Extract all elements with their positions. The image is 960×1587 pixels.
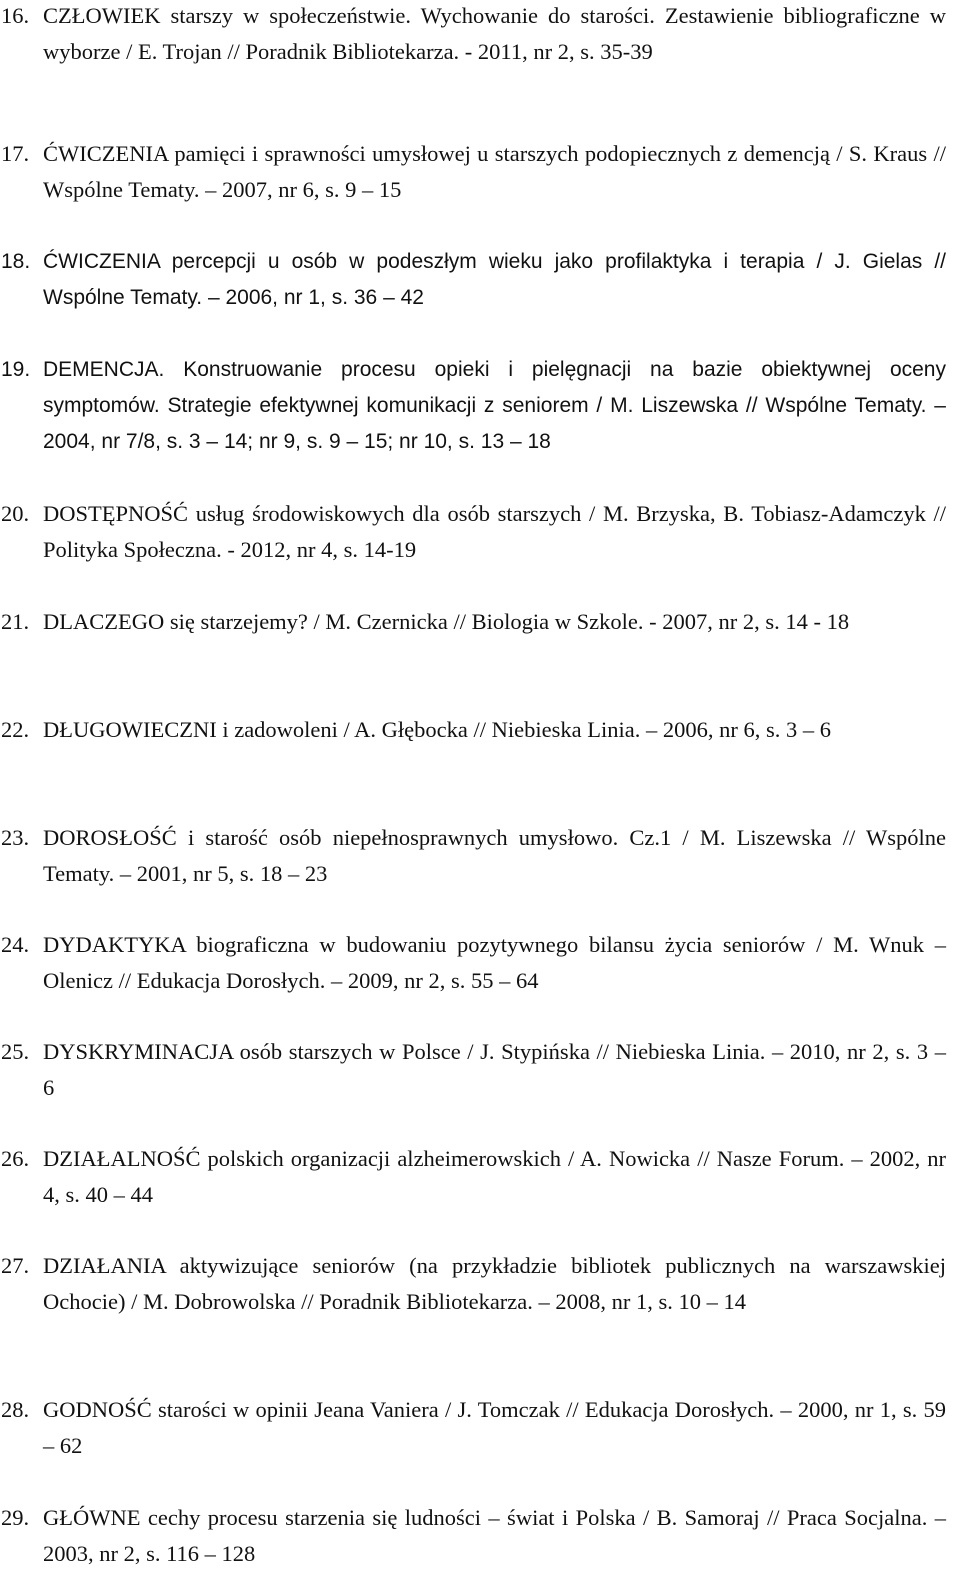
entry-number: 17. [1,141,30,166]
bibliography-entry-28 [0,1392,946,1464]
bibliography-entry-29 [0,1500,946,1572]
entry-number: 23. [1,825,30,850]
entry-number: 26. [1,1146,30,1171]
entry-number: 20. [1,501,30,526]
entry-text: GODNOŚĆ starości w opinii Jeana Vaniera / J. Tomczak // Edukacja Dorosłych. – 2000, nr 1, s. 59 – 62 [43,1397,946,1458]
entry-number: 22. [1,717,30,742]
bibliography-entry-22 [0,712,946,748]
entry-number: 16. [1,3,30,28]
bibliography-entry-20 [0,496,946,568]
entry-text: CZŁOWIEK starszy w społeczeństwie. Wychowanie do starości. Zestawienie bibliograficzne w wyborze / E. Trojan // Poradnik Bibliotekarza. - 2011, nr 2, s. 35-39 [43,3,946,64]
entry-text: DEMENCJA. Konstruowanie procesu opieki i pielęgnacji na bazie obiektywnej oceny symptomów. Strategie efektywnej komunikacji z seniorem / M. Liszewska // Wspólne Tematy. – 2004, nr 7/8, s. 3 – 14; nr 9, s. 9 – 15; nr 10, s. 13 – 18 [43,358,946,453]
bibliography-entry-21 [0,604,946,640]
bibliography-entry-18 [0,244,946,316]
bibliography-entry-16 [0,0,946,70]
bibliography-entry-19 [0,352,946,460]
entry-number: 19. [1,358,31,381]
entry-text: DLACZEGO się starzejemy? / M. Czernicka // Biologia w Szkole. - 2007, nr 2, s. 14 - 18 [43,609,850,634]
entry-number: 29. [1,1505,30,1530]
entry-text: DOROSŁOŚĆ i starość osób niepełnosprawnych umysłowo. Cz.1 / M. Liszewska // Wspólne Tematy. – 2001, nr 5, s. 18 – 23 [43,825,946,886]
entry-text: ĆWICZENIA pamięci i sprawności umysłowej u starszych podopiecznych z demencją / S. Kraus // Wspólne Tematy. – 2007, nr 6, s. 9 – 15 [43,141,946,202]
bibliography-entry-25 [0,1034,946,1106]
entry-number: 27. [1,1253,30,1278]
entry-number: 24. [1,932,30,957]
entry-number: 28. [1,1397,30,1422]
entry-text: DŁUGOWIECZNI i zadowoleni / A. Głębocka // Niebieska Linia. – 2006, nr 6, s. 3 – 6 [43,717,831,742]
entry-text: DZIAŁANIA aktywizujące seniorów (na przykładzie bibliotek publicznych na warszawskiej Ochocie) / M. Dobrowolska // Poradnik Bibliotekarza. – 2008, nr 1, s. 10 – 14 [43,1253,946,1314]
entry-text: DZIAŁALNOŚĆ polskich organizacji alzheimerowskich / A. Nowicka // Nasze Forum. – 2002, nr 4, s. 40 – 44 [43,1146,946,1207]
bibliography-entry-17 [0,136,946,208]
bibliography-entry-24 [0,927,946,999]
bibliography-entry-27 [0,1248,946,1320]
entry-text: GŁÓWNE cechy procesu starzenia się ludności – świat i Polska / B. Samoraj // Praca Socjalna. – 2003, nr 2, s. 116 – 128 [43,1505,946,1566]
entry-text: DOSTĘPNOŚĆ usług środowiskowych dla osób starszych / M. Brzyska, B. Tobiasz-Adamczyk // Polityka Społeczna. - 2012, nr 4, s. 14-19 [43,501,946,562]
bibliography-entry-26 [0,1141,946,1213]
entry-number: 25. [1,1039,30,1064]
entry-text: ĆWICZENIA percepcji u osób w podeszłym wieku jako profilaktyka i terapia / J. Gielas // Wspólne Tematy. – 2006, nr 1, s. 36 – 42 [43,250,946,309]
entry-number: 21. [1,609,30,634]
bibliography-entry-23 [0,820,946,892]
entry-text: DYDAKTYKA biograficzna w budowaniu pozytywnego bilansu życia seniorów / M. Wnuk – Olenicz // Edukacja Dorosłych. – 2009, nr 2, s. 55 – 64 [43,932,946,993]
entry-text: DYSKRYMINACJA osób starszych w Polsce / J. Stypińska // Niebieska Linia. – 2010, nr 2, s. 3 – 6 [43,1039,946,1100]
entry-number: 18. [1,250,31,273]
